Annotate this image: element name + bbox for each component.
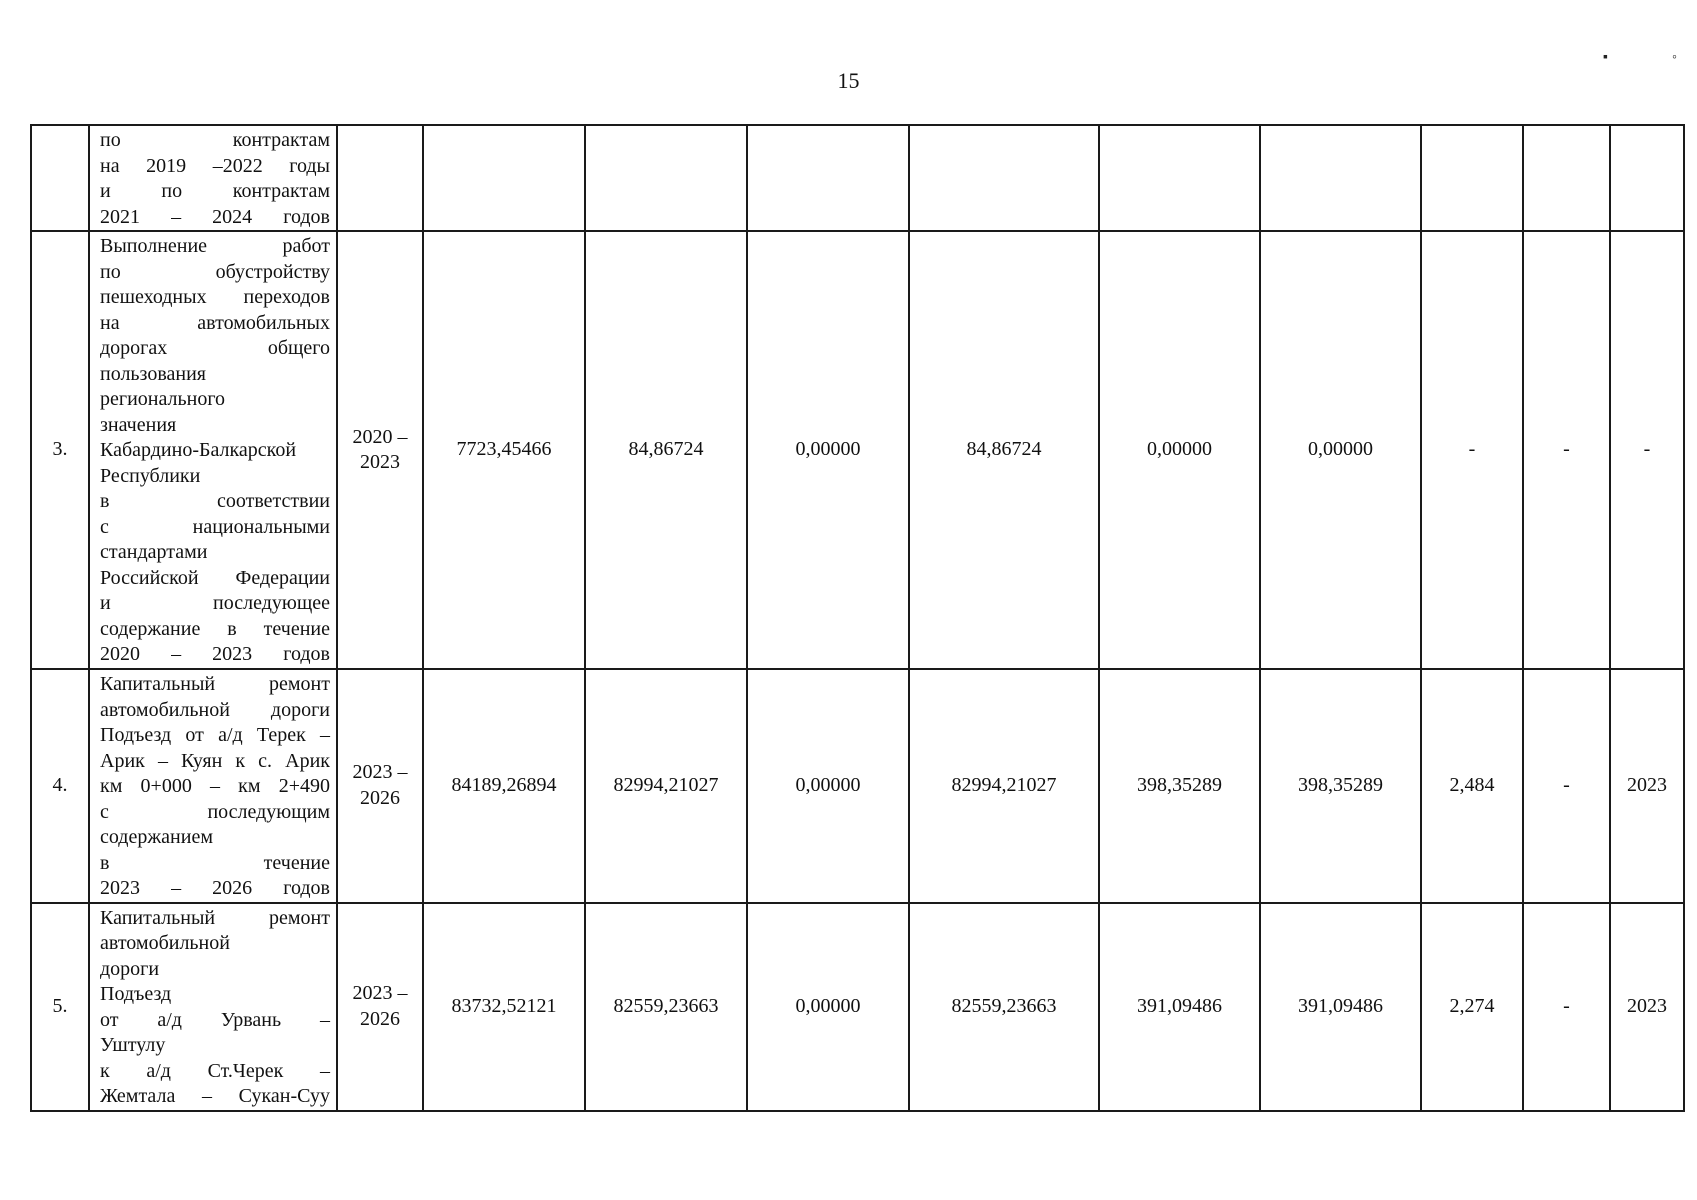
row-value-cell (1610, 125, 1684, 231)
name-line: содержание в течение (100, 617, 330, 640)
row-index-cell: 5. (31, 903, 89, 1111)
row-value-cell: 2,484 (1421, 669, 1523, 903)
name-line: регионального (100, 388, 226, 410)
row-value-cell (1260, 125, 1421, 231)
row-value-cell (1523, 125, 1610, 231)
row-value-cell (747, 125, 909, 231)
name-line: с национальными (100, 515, 330, 538)
name-line: автомобильной (100, 932, 230, 954)
row-value-cell: 391,09486 (1099, 903, 1260, 1111)
row-index-cell (31, 125, 89, 231)
table-row (31, 903, 1684, 1111)
row-value-cell: - (1523, 231, 1610, 669)
name-line: Уштулу (100, 1034, 166, 1056)
row-value-cell: - (1610, 231, 1684, 669)
name-line: на 2019 –2022 годы (100, 154, 330, 177)
row-name-cell (89, 231, 337, 669)
row-value-cell: 84,86724 (909, 231, 1099, 669)
row-value-cell: - (1523, 903, 1610, 1111)
name-line: по контрактам (100, 129, 330, 151)
row-value-cell: 0,00000 (747, 231, 909, 669)
scan-speck: ◦ (1672, 50, 1677, 65)
name-line: Выполнение работ (100, 235, 330, 257)
table-row (31, 125, 1684, 231)
name-line: от а/д Урвань – (100, 1008, 330, 1031)
row-value-cell: 391,09486 (1260, 903, 1421, 1111)
table-row (31, 231, 1684, 669)
name-line: пользования (100, 362, 206, 385)
row-name-cell (89, 903, 337, 1111)
row-value-cell: 0,00000 (1260, 231, 1421, 669)
row-value-cell: 2023 (1610, 903, 1684, 1111)
row-value-cell: 7723,45466 (423, 231, 585, 669)
row-value-cell (1099, 125, 1260, 231)
name-line: 2021 – 2024 годов (100, 205, 330, 228)
row-index-cell: 3. (31, 231, 89, 669)
row-value-cell: 2023 (1610, 669, 1684, 903)
name-line: Российской Федерации (100, 566, 330, 589)
row-name-cell (89, 669, 337, 903)
row-value-cell: 82559,23663 (585, 903, 747, 1111)
name-line: и последующее (100, 592, 330, 614)
name-line: Арик – Куян к с. Арик (100, 749, 330, 772)
name-line: в течение (100, 851, 330, 874)
name-line: Подъезд от а/д Терек – (100, 724, 330, 746)
name-line: в соответствии (100, 490, 330, 512)
scan-speck: ▪ (1603, 50, 1608, 65)
table-row (31, 669, 1684, 903)
name-line: 2023 – 2026 годов (100, 877, 330, 899)
page-number: 15 (837, 68, 860, 93)
row-period-cell (337, 125, 423, 231)
name-line: Республики (100, 464, 201, 487)
name-line: пешеходных переходов (100, 286, 330, 308)
row-name-cell (89, 125, 337, 231)
row-value-cell: 84,86724 (585, 231, 747, 669)
name-line: Подъезд (100, 983, 172, 1005)
row-value-cell: 0,00000 (1099, 231, 1260, 669)
name-line: стандартами (100, 541, 208, 563)
name-line: значения (100, 413, 177, 436)
row-value-cell: 398,35289 (1099, 669, 1260, 903)
name-line: на автомобильных (100, 311, 330, 334)
name-line: с последующим (100, 800, 330, 823)
row-period-cell: 2023 – 2026 (337, 903, 423, 1111)
row-value-cell (1421, 125, 1523, 231)
name-line: дороги (100, 957, 160, 980)
row-value-cell: 2,274 (1421, 903, 1523, 1111)
row-index-cell: 4. (31, 669, 89, 903)
name-line: км 0+000 – км 2+490 (100, 775, 330, 797)
name-line: 2020 – 2023 годов (100, 643, 330, 665)
row-period-cell: 2023 – 2026 (337, 669, 423, 903)
row-value-cell (909, 125, 1099, 231)
name-line: Жемтала – Сукан-Суу (100, 1085, 330, 1107)
row-value-cell: 398,35289 (1260, 669, 1421, 903)
row-period-cell: 2020 – 2023 (337, 231, 423, 669)
row-value-cell (585, 125, 747, 231)
name-line: Капитальный ремонт (100, 673, 330, 695)
name-line: автомобильной дороги (100, 698, 330, 721)
name-line: по обустройству (100, 260, 330, 283)
name-line: дорогах общего (100, 337, 330, 359)
name-line: к а/д Ст.Черек – (100, 1059, 330, 1082)
row-value-cell: 0,00000 (747, 903, 909, 1111)
row-value-cell: 82559,23663 (909, 903, 1099, 1111)
row-value-cell: 83732,52121 (423, 903, 585, 1111)
row-value-cell (423, 125, 585, 231)
name-line: и по контрактам (100, 180, 330, 202)
row-value-cell: - (1523, 669, 1610, 903)
row-value-cell: - (1421, 231, 1523, 669)
row-value-cell: 0,00000 (747, 669, 909, 903)
row-value-cell: 82994,21027 (909, 669, 1099, 903)
name-line: Кабардино-Балкарской (100, 439, 297, 461)
row-value-cell: 84189,26894 (423, 669, 585, 903)
data-table (30, 124, 1685, 1112)
name-line: содержанием (100, 826, 213, 848)
row-value-cell: 82994,21027 (585, 669, 747, 903)
name-line: Капитальный ремонт (100, 906, 330, 929)
